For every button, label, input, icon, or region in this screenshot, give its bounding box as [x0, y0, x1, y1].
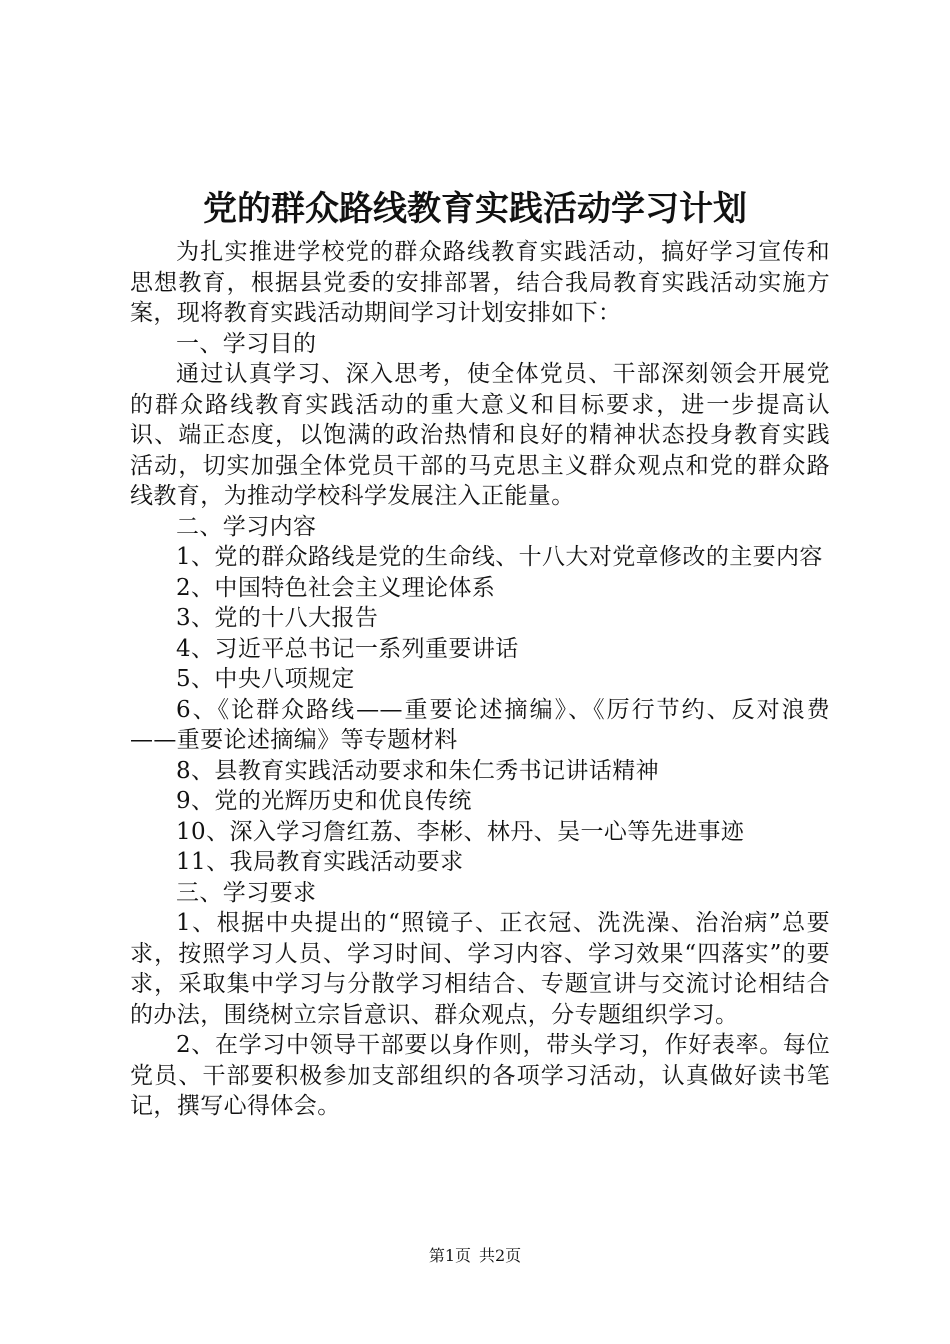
section-heading-requirements: 三、学习要求	[176, 879, 317, 906]
section-heading-content: 二、学习内容	[176, 513, 317, 540]
intro-paragraph: 为扎实推进学校党的群众路线教育实践活动，搞好学习宣传和思想教育，根据县党委的安排部署，结合我局教育实践活动实施方案，现将教育实践活动期间学习计划安排如下：	[130, 239, 830, 326]
content-list-item: 9、党的光辉历史和优良传统	[176, 788, 472, 814]
content-list-item: 8、县教育实践活动要求和朱仁秀书记讲话精神	[176, 757, 660, 784]
section-heading-purpose: 一、学习目的	[176, 330, 317, 357]
content-list-item: 2、中国特色社会主义理论体系	[176, 574, 496, 601]
page-footer	[0, 1245, 950, 1267]
content-list-item: 3、党的十八大报告	[176, 605, 379, 631]
content-list-item: 1、党的群众路线是党的生命线、十八大对党章修改的主要内容	[176, 544, 823, 570]
content-list-item: 10、深入学习詹红荔、李彬、林丹、吴一心等先进事迹	[176, 818, 745, 845]
document-title: 党的群众路线教育实践活动学习计划	[203, 189, 747, 229]
purpose-paragraph: 通过认真学习、深入思考，使全体党员、干部深刻领会开展党的群众路线教育实践活动的重大意义和目标要求，进一步提高认识、端正态度，以饱满的政治热情和良好的精神状态投身教育实践活动，切实加强全体党员干部的马克思主义群众观点和党的群众路线教育，为推动学校科学发展注入正能量。	[130, 361, 830, 509]
content-list-item: 11、我局教育实践活动要求	[176, 849, 464, 875]
content-list-item: 6、《论群众路线——重要论述摘编》、《厉行节约、反对浪费——重要论述摘编》等专题材料	[130, 696, 830, 753]
requirement-paragraph: 1、根据中央提出的“照镜子、正衣冠、洗洗澡、治治病”总要求，按照学习人员、学习时间、学习内容、学习效果“四落实”的要求，采取集中学习与分散学习相结合、专题宣讲与交流讨论相结合的办法，围绕树立宗旨意识、群众观点，分专题组织学习。	[130, 910, 830, 1028]
page-number: 第1页	[428, 1246, 471, 1265]
requirement-paragraph: 2、在学习中领导干部要以身作则，带头学习，作好表率。每位党员、干部要积极参加支部组织的各项学习活动，认真做好读书笔记，撰写心得体会。	[130, 1032, 830, 1119]
content-list-item: 4、习近平总书记一系列重要讲话	[176, 635, 519, 662]
document-body	[130, 237, 830, 1122]
page-total: 共2页	[479, 1246, 522, 1265]
content-list-item: 5、中央八项规定	[176, 666, 355, 692]
